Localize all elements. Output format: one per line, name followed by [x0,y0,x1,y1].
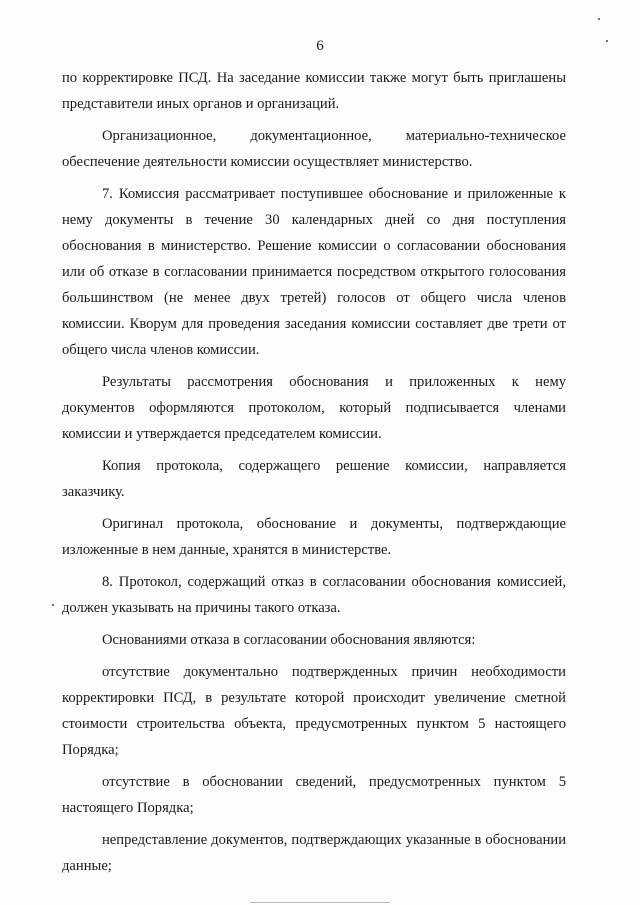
scan-speck [606,40,608,42]
paragraph: Организационное, документационное, материально-техническое обеспечение деятельности комиссии осуществляет министерство. [62,128,566,170]
paragraph: непредставление документов, подтверждающих указанные в обосновании данные; [62,832,566,874]
scan-speck [52,604,54,606]
paragraph: отсутствие документально подтвержденных причин необходимости корректировки ПСД, в результате которой происходит увеличение сметной стоимости строительства объекта, предусмотренных пунктом 5 настоящего Порядка; [62,664,566,758]
scan-speck [598,18,600,20]
document-body [62,65,566,879]
paragraph: Основаниями отказа в согласовании обоснования являются: [102,632,476,648]
paragraph: Результаты рассмотрения обоснования и приложенных к нему документов оформляются протоколом, который подписывается членами комиссии и утверждается председателем комиссии. [62,374,566,442]
paragraph: 7. Комиссия рассматривает поступившее обоснование и приложенные к нему документы в течение 30 календарных дней со дня поступления обоснования в министерство. Решение комиссии о согласовании обоснования или об отказе в согласовании принимается посредством открытого голосования большинством (не менее двух третей) голосов от общего числа членов комиссии. Кворум для проведения заседания комиссии составляет две трети от общего числа членов комиссии. [62,186,566,358]
paragraph: Оригинал протокола, обоснование и документы, подтверждающие изложенные в нем данные, хранятся в министерстве. [62,516,566,558]
page-number: 6 [316,38,324,54]
paragraph: отсутствие в обосновании сведений, предусмотренных пунктом 5 настоящего Порядка; [62,774,566,816]
paragraph: Копия протокола, содержащего решение комиссии, направляется заказчику. [62,458,566,500]
paragraph: по корректировке ПСД. На заседание комиссии также могут быть приглашены представители иных органов и организаций. [62,70,566,112]
paragraph: 8. Протокол, содержащий отказ в согласовании обоснования комиссией, должен указывать на причины такого отказа. [62,574,566,616]
scan-edge-mark [250,902,390,903]
